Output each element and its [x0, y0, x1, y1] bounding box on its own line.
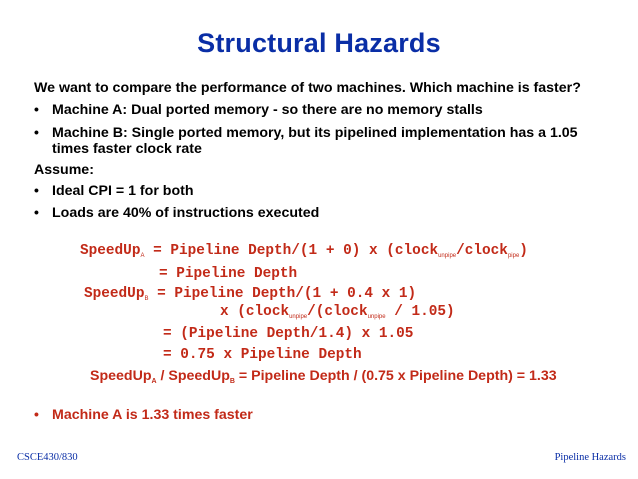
- machine-b-text-continued: times faster clock rate: [52, 141, 202, 157]
- assume-item-cpi: Ideal CPI = 1 for both: [52, 183, 194, 199]
- ratio-speedup-a: SpeedUp: [90, 368, 152, 384]
- subscript-unpipe: unpipe: [367, 314, 386, 320]
- footer-course-code: CSCE430/830: [17, 452, 78, 463]
- equation-b-divisor: /(clock: [307, 304, 368, 320]
- equation-a-body: = Pipeline Depth/(1 + 0) x (clock: [144, 243, 439, 259]
- conclusion-text: Machine A is 1.33 times faster: [52, 407, 253, 423]
- equation-b-clock: x (clock: [220, 304, 290, 320]
- ratio-result: = Pipeline Depth / (0.75 x Pipeline Depth) = 1.33: [234, 368, 557, 384]
- assume-item-loads: Loads are 40% of instructions executed: [52, 205, 320, 221]
- assume-heading: Assume:: [34, 162, 94, 178]
- subscript-a: A: [151, 378, 157, 385]
- machine-a-text: Machine A: Dual ported memory - so there are no memory stalls: [52, 102, 483, 118]
- footer-topic: Pipeline Hazards: [554, 452, 626, 463]
- subscript-b: B: [229, 378, 235, 385]
- speedup-label: SpeedUp: [80, 243, 141, 259]
- equation-b-close: / 1.05): [385, 304, 455, 320]
- bullet-dot: •: [34, 101, 39, 117]
- bullet-dot: •: [34, 182, 39, 198]
- subscript-a: A: [140, 253, 145, 259]
- equation-step-0-75: = 0.75 x Pipeline Depth: [163, 347, 362, 363]
- equation-step-1-4: = (Pipeline Depth/1.4) x 1.05: [163, 326, 414, 342]
- equation-result-pipeline-depth: = Pipeline Depth: [159, 266, 298, 282]
- subscript-b: B: [144, 296, 149, 302]
- ratio-speedup-b: / SpeedUp: [156, 368, 230, 384]
- intro-text: We want to compare the performance of two machines. Which machine is faster?: [34, 80, 581, 96]
- equation-a-close: ): [519, 243, 528, 259]
- bullet-dot: •: [34, 124, 39, 140]
- machine-b-text: Machine B: Single ported memory, but its pipelined implementation has a 1.05: [52, 125, 578, 141]
- equation-b-body: = Pipeline Depth/(1 + 0.4 x 1): [148, 286, 417, 302]
- bullet-dot: •: [34, 204, 39, 220]
- speedup-ratio: [90, 368, 557, 385]
- subscript-unpipe: unpipe: [289, 314, 308, 320]
- equation-speedup-a: [80, 243, 528, 259]
- bullet-dot: •: [34, 406, 39, 422]
- subscript-pipe: pipe: [507, 253, 520, 259]
- equation-a-divisor: /clock: [456, 243, 508, 259]
- slide-title: Structural Hazards: [197, 28, 441, 58]
- subscript-unpipe: unpipe: [438, 253, 457, 259]
- speedup-label: SpeedUp: [84, 286, 145, 302]
- equation-speedup-b-continued: [220, 304, 455, 320]
- equation-speedup-b: [84, 286, 416, 302]
